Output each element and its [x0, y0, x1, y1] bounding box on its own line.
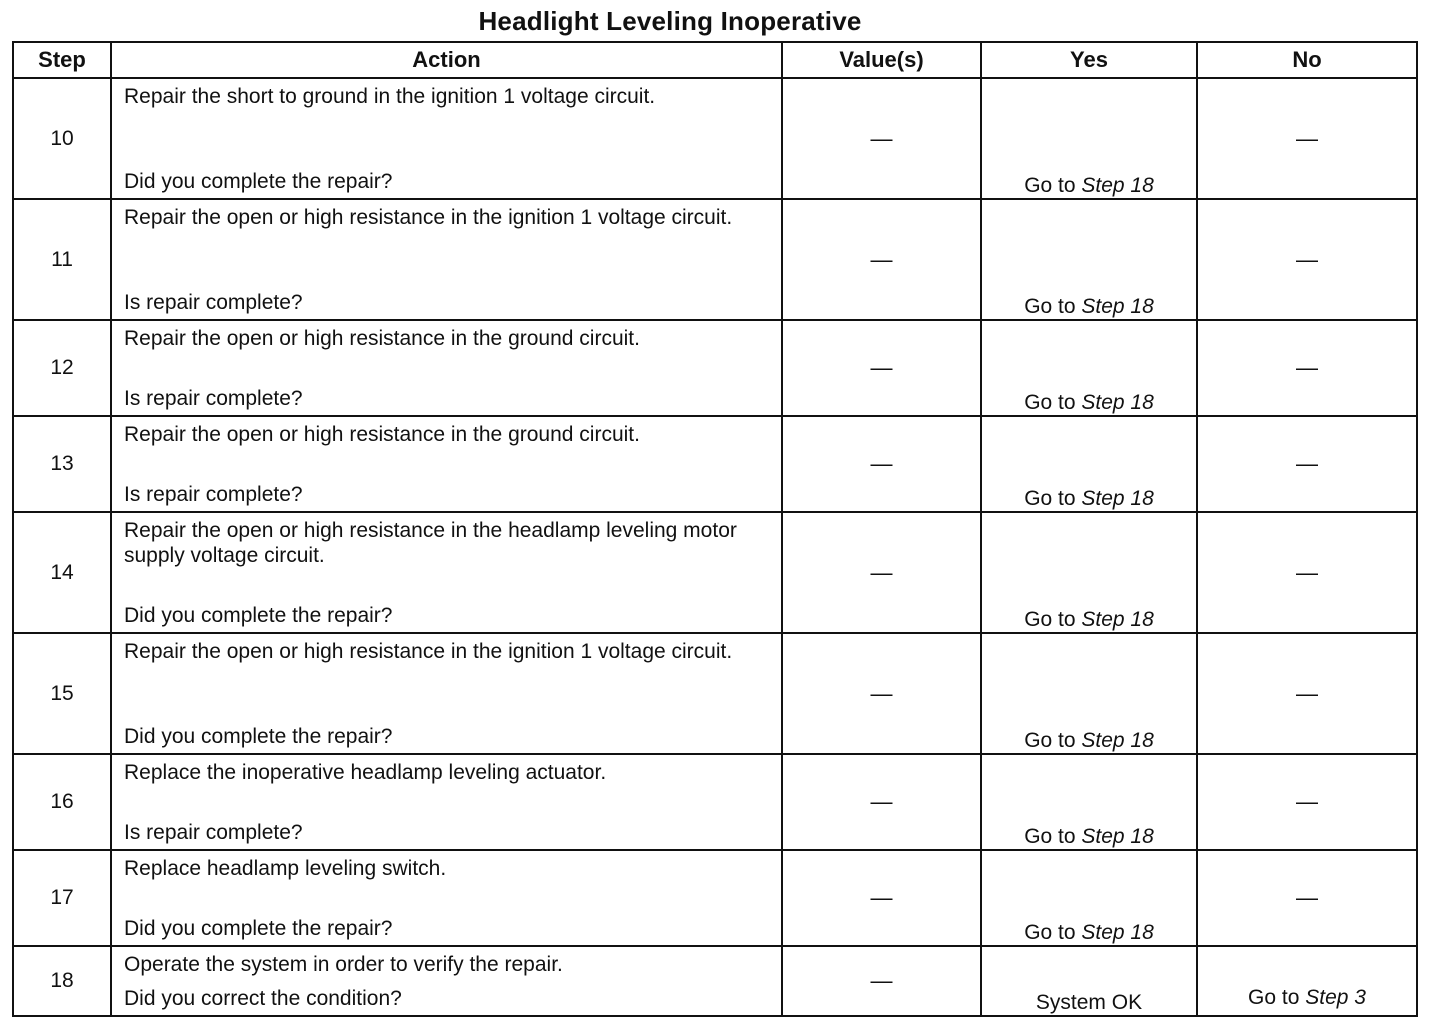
value-cell [782, 633, 981, 754]
yes-prefix: Go to [1024, 729, 1082, 752]
yes-step-link[interactable]: Step 18 [1081, 295, 1154, 318]
value-cell [782, 320, 981, 416]
yes-result [1036, 991, 1142, 1015]
yes-cell [981, 850, 1197, 946]
value-text: — [870, 246, 893, 272]
yes-step-link[interactable]: Step 18 [1081, 608, 1154, 631]
step-number: 15 [13, 633, 111, 754]
action-instruction: Replace headlamp leveling switch. [124, 857, 447, 880]
no-cell [1197, 754, 1417, 850]
action-instruction: Repair the open or high resistance in the ground circuit. [124, 327, 640, 350]
yes-prefix: System OK [1035, 991, 1143, 1014]
no-prefix: — [1296, 789, 1318, 814]
value-text: — [870, 680, 893, 706]
yes-cell [981, 78, 1197, 199]
action-question: Is repair complete? [124, 387, 303, 410]
no-prefix: — [1296, 680, 1318, 706]
header-row [13, 42, 1417, 78]
header-values: Value(s) [782, 42, 981, 78]
value-cell [782, 416, 981, 512]
no-cell [1197, 78, 1417, 199]
header-step: Step [13, 42, 111, 78]
action-cell [111, 416, 782, 512]
action-cell [111, 320, 782, 416]
no-prefix: — [1296, 125, 1318, 151]
value-text: — [870, 789, 893, 814]
header-no: No [1197, 42, 1417, 78]
step-number: 11 [13, 199, 111, 320]
no-step-link[interactable]: Step 3 [1305, 986, 1366, 1009]
action-instruction: Repair the short to ground in the ignition 1 voltage circuit. [124, 85, 656, 108]
yes-prefix: Go to [1024, 608, 1082, 631]
yes-result [1024, 825, 1154, 849]
action-cell [111, 754, 782, 850]
yes-result [1024, 295, 1154, 319]
yes-result [1024, 921, 1154, 945]
action-cell [111, 946, 782, 1016]
yes-cell [981, 512, 1197, 633]
value-text: — [870, 559, 893, 585]
yes-step-link[interactable]: Step 18 [1081, 391, 1154, 414]
value-cell [782, 850, 981, 946]
yes-result [1024, 729, 1154, 753]
no-prefix: Go to [1248, 986, 1306, 1009]
value-text: — [870, 125, 893, 151]
table-row [13, 78, 1417, 199]
step-number: 17 [13, 850, 111, 946]
action-question: Is repair complete? [124, 821, 303, 844]
no-prefix: — [1296, 451, 1318, 476]
action-question: Did you complete the repair? [124, 604, 393, 627]
action-instruction: Replace the inoperative headlamp leveling actuator. [124, 761, 607, 784]
yes-prefix: Go to [1024, 391, 1082, 414]
no-cell [1197, 512, 1417, 633]
no-prefix: — [1296, 355, 1318, 380]
yes-step-link[interactable]: Step 18 [1081, 825, 1154, 848]
no-prefix: — [1296, 559, 1318, 585]
step-number: 14 [13, 512, 111, 633]
yes-step-link[interactable]: Step 18 [1081, 487, 1154, 510]
no-cell [1197, 850, 1417, 946]
action-question: Did you complete the repair? [124, 725, 393, 748]
no-prefix: — [1296, 885, 1318, 910]
table-row [13, 199, 1417, 320]
yes-step-link[interactable]: Step 18 [1081, 921, 1154, 944]
step-number: 13 [13, 416, 111, 512]
table-row [13, 416, 1417, 512]
diagnostic-table [12, 41, 1418, 1017]
action-cell [111, 850, 782, 946]
yes-cell [981, 320, 1197, 416]
yes-prefix: Go to [1024, 174, 1082, 197]
step-number: 16 [13, 754, 111, 850]
yes-cell [981, 633, 1197, 754]
value-cell [782, 512, 981, 633]
action-question: Did you correct the condition? [124, 987, 402, 1010]
yes-step-link[interactable]: Step 18 [1081, 174, 1154, 197]
no-prefix: — [1296, 246, 1318, 272]
yes-result [1024, 608, 1154, 632]
action-cell [111, 78, 782, 199]
value-cell [782, 199, 981, 320]
yes-result [1024, 174, 1154, 198]
action-question: Did you complete the repair? [124, 917, 393, 940]
value-text: — [870, 885, 893, 910]
value-cell [782, 754, 981, 850]
yes-prefix: Go to [1024, 487, 1082, 510]
action-question: Did you complete the repair? [124, 170, 393, 193]
yes-result [1024, 487, 1154, 511]
yes-cell [981, 754, 1197, 850]
table-row [13, 754, 1417, 850]
action-question: Is repair complete? [124, 291, 303, 314]
action-instruction: Repair the open or high resistance in the ground circuit. [124, 423, 640, 446]
header-action: Action [111, 42, 782, 78]
action-instruction: Repair the open or high resistance in the headlamp leveling motor supply voltage circuit. [124, 519, 737, 567]
value-cell [782, 78, 981, 199]
action-instruction: Operate the system in order to verify the repair. [124, 953, 563, 976]
action-cell [111, 199, 782, 320]
step-number: 18 [13, 946, 111, 1016]
table-row [13, 946, 1417, 1016]
value-text: — [870, 451, 893, 476]
value-text: — [870, 355, 893, 380]
no-cell [1197, 633, 1417, 754]
action-cell [111, 633, 782, 754]
value-text: — [870, 968, 893, 993]
no-cell [1197, 946, 1417, 1016]
yes-cell [981, 416, 1197, 512]
table-row [13, 850, 1417, 946]
yes-cell [981, 199, 1197, 320]
header-yes: Yes [981, 42, 1197, 78]
no-cell [1197, 416, 1417, 512]
table-row [13, 320, 1417, 416]
table-row [13, 633, 1417, 754]
action-instruction: Repair the open or high resistance in the ignition 1 voltage circuit. [124, 640, 733, 663]
yes-prefix: Go to [1024, 825, 1082, 848]
yes-prefix: Go to [1024, 921, 1082, 944]
yes-cell [981, 946, 1197, 1016]
no-cell [1197, 320, 1417, 416]
step-number: 12 [13, 320, 111, 416]
step-number: 10 [13, 78, 111, 199]
yes-prefix: Go to [1024, 295, 1082, 318]
action-question: Is repair complete? [124, 483, 303, 506]
page-title: Headlight Leveling Inoperative [478, 6, 862, 36]
value-cell [782, 946, 981, 1016]
action-instruction: Repair the open or high resistance in the ignition 1 voltage circuit. [124, 206, 733, 229]
yes-result [1024, 391, 1154, 415]
no-cell [1197, 199, 1417, 320]
yes-step-link[interactable]: Step 18 [1081, 729, 1154, 752]
table-row [13, 512, 1417, 633]
action-cell [111, 512, 782, 633]
